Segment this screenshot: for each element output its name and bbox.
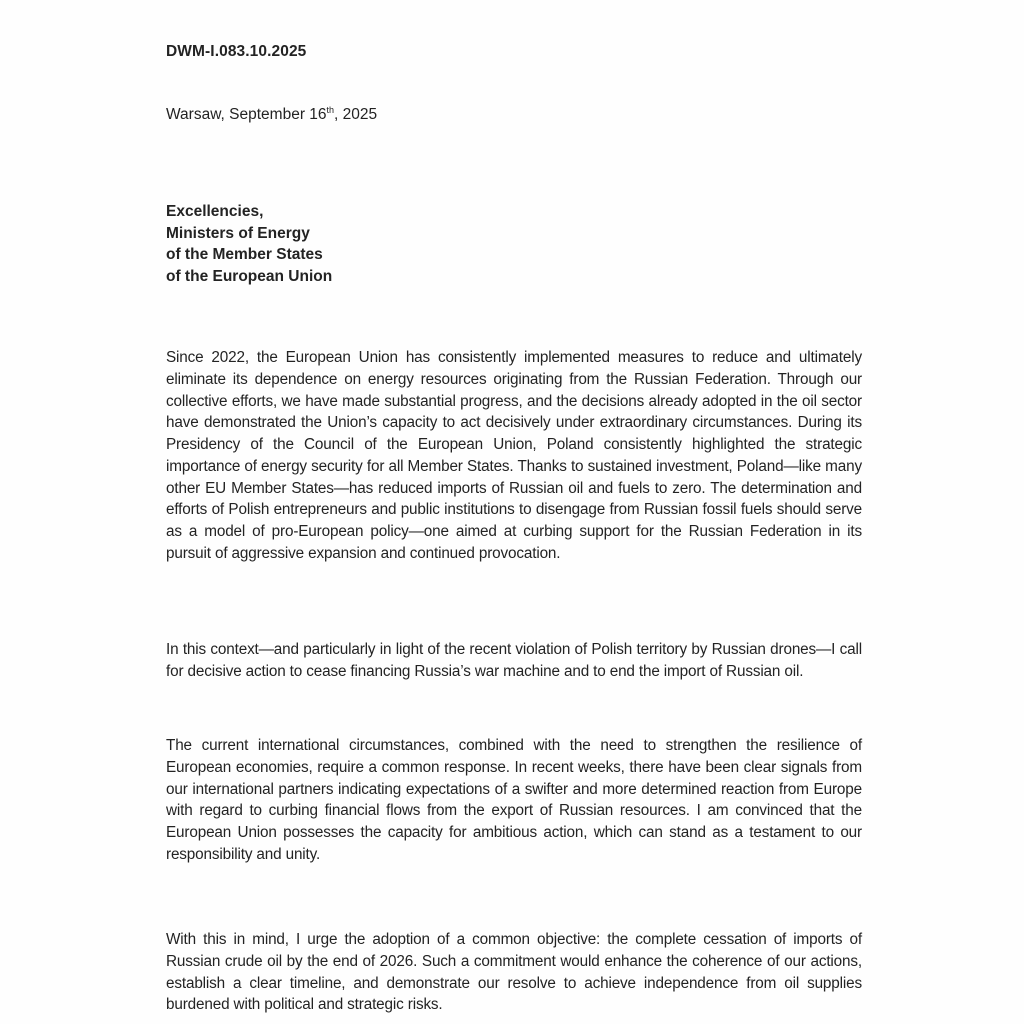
letter-date: [166, 106, 377, 124]
body-paragraph: The current international circumstances, combined with the need to strengthen the resilience of European economies, require a common response. In recent weeks, there have been clear signals from our international partners indicating expectations of a swifter and more determined reaction from Europe with regard to curbing financial flows from the export of Russian resources. I am convinced that the European Union possesses the capacity for ambitious action, which can stand as a testament to our responsibility and unity.: [166, 737, 862, 863]
date-year: , 2025: [334, 106, 378, 123]
date-ordinal-suffix: th: [326, 105, 335, 115]
date-prefix: Warsaw, September 16: [166, 106, 327, 123]
addressee-line: of the Member States: [166, 246, 323, 263]
body-paragraph: Since 2022, the European Union has consistently implemented measures to reduce and ultimately eliminate its dependence on energy resources originating from the Russian Federation. Through our collective efforts, we have made substantial progress, and the decisions already adopted in the oil sector have demonstrated the Union’s capacity to act decisively under extraordinary circumstances. During its Presidency of the Council of the European Union, Poland consistently highlighted the strategic importance of energy security for all Member States. Thanks to sustained investment, Poland—like many other EU Member States—has reduced imports of Russian oil and fuels to zero. The determination and efforts of Polish entrepreneurs and public institutions to disengage from Russian fossil fuels should serve as a model of pro-European policy—one aimed at curbing support for the Russian Federation in its pursuit of aggressive expansion and continued provocation.: [166, 349, 862, 562]
addressee-line: Excellencies,: [166, 203, 264, 220]
addressee-line: Ministers of Energy: [166, 224, 310, 242]
body-paragraph: With this in mind, I urge the adoption of a common objective: the complete cessation of imports of Russian crude oil by the end of 2026. Such a commitment would enhance the coherence of our actions, establish a clear timeline, and demonstrate our resolve to achieve independence from oil supplies burdened with political and strategic risks.: [166, 931, 862, 1014]
addressee-block: [166, 201, 332, 287]
body-paragraph: In this context—and particularly in light of the recent violation of Polish territory by Russian drones—I call for decisive action to cease financing Russia’s war machine and to end the import of Russian oil.: [166, 641, 862, 680]
addressee-line: of the European Union: [166, 267, 333, 285]
reference-number: DWM-I.083.10.2025: [166, 43, 307, 60]
